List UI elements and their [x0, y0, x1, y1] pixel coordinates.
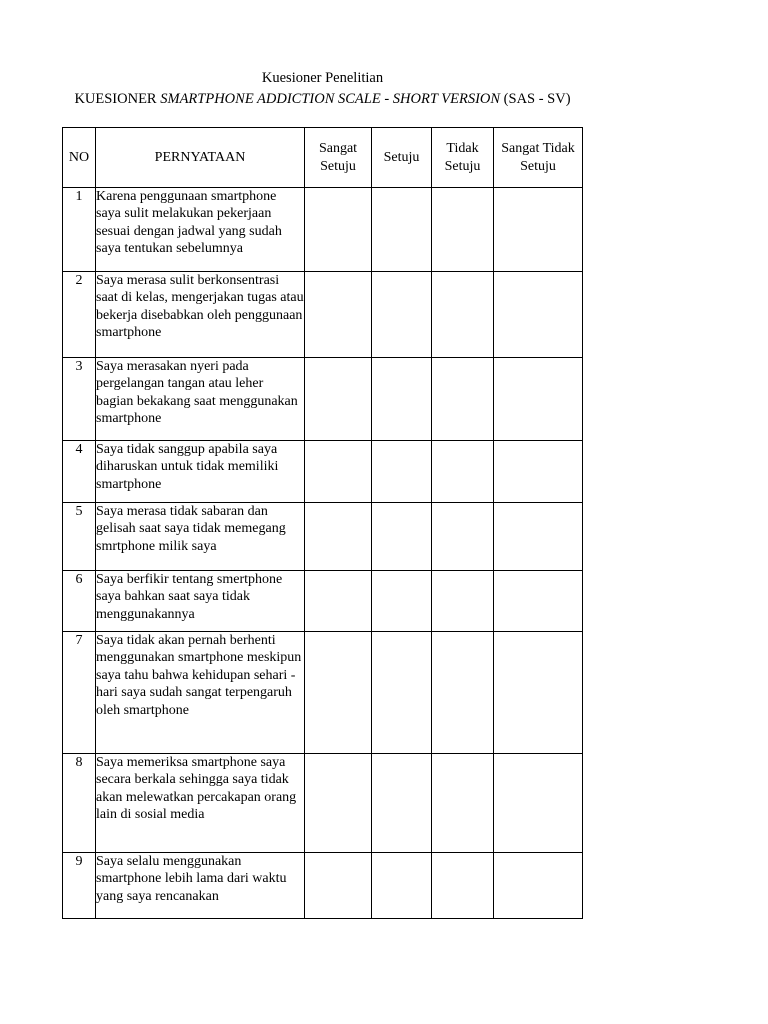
- header-statement: PERNYATAAN: [96, 128, 305, 188]
- questionnaire-title: Kuesioner Penelitian: [261, 70, 384, 86]
- answer-cell-agree[interactable]: [372, 571, 432, 632]
- subtitle-scale-name: SMARTPHONE ADDICTION SCALE - SHORT VERSION: [160, 91, 501, 107]
- statement-rows: [63, 188, 583, 919]
- row-number: 8: [63, 754, 96, 853]
- header-row: [63, 128, 583, 188]
- answer-cell-agree[interactable]: [372, 632, 432, 754]
- answer-cell-disagree[interactable]: [432, 754, 494, 853]
- answer-cell-strongly-agree[interactable]: [305, 272, 372, 358]
- row-statement: Saya selalu menggunakan smartphone lebih lama dari waktu yang saya rencanakan: [96, 853, 305, 919]
- table-row: [63, 272, 583, 358]
- answer-cell-disagree[interactable]: [432, 503, 494, 571]
- table-row: [63, 503, 583, 571]
- header-strongly-disagree: Sangat Tidak Setuju: [494, 128, 583, 188]
- row-statement: Karena penggunaan smartphone saya sulit melakukan pekerjaan sesuai dengan jadwal yang sudah saya tentukan sebelumnya: [96, 188, 305, 272]
- answer-cell-strongly-agree[interactable]: [305, 358, 372, 441]
- row-number: 6: [63, 571, 96, 632]
- questionnaire-subtitle: [0, 90, 645, 108]
- row-number: 9: [63, 853, 96, 919]
- answer-cell-disagree[interactable]: [432, 853, 494, 919]
- row-number: 3: [63, 358, 96, 441]
- answer-cell-strongly-agree[interactable]: [305, 441, 372, 503]
- row-number: 2: [63, 272, 96, 358]
- answer-cell-agree[interactable]: [372, 853, 432, 919]
- table-row: [63, 571, 583, 632]
- answer-cell-strongly-agree[interactable]: [305, 853, 372, 919]
- answer-cell-strongly-disagree[interactable]: [494, 358, 583, 441]
- answer-cell-strongly-agree[interactable]: [305, 503, 372, 571]
- row-number: 4: [63, 441, 96, 503]
- questionnaire-table: [62, 127, 583, 919]
- answer-cell-strongly-disagree[interactable]: [494, 754, 583, 853]
- answer-cell-agree[interactable]: [372, 358, 432, 441]
- answer-cell-agree[interactable]: [372, 441, 432, 503]
- header-agree: Setuju: [372, 128, 432, 188]
- answer-cell-strongly-agree[interactable]: [305, 188, 372, 272]
- header-disagree: Tidak Setuju: [432, 128, 494, 188]
- answer-cell-disagree[interactable]: [432, 272, 494, 358]
- row-number: 1: [63, 188, 96, 272]
- answer-cell-strongly-disagree[interactable]: [494, 441, 583, 503]
- row-number: 7: [63, 632, 96, 754]
- answer-cell-strongly-disagree[interactable]: [494, 188, 583, 272]
- answer-cell-strongly-disagree[interactable]: [494, 272, 583, 358]
- row-statement: Saya memeriksa smartphone saya secara berkala sehingga saya tidak akan melewatkan percakapan orang lain di sosial media: [96, 754, 305, 853]
- answer-cell-strongly-disagree[interactable]: [494, 632, 583, 754]
- row-statement: Saya merasa tidak sabaran dan gelisah saat saya tidak memegang smrtphone milik saya: [96, 503, 305, 571]
- table-row: [63, 188, 583, 272]
- row-number: 5: [63, 503, 96, 571]
- table-row: [63, 853, 583, 919]
- subtitle-suffix: (SAS - SV): [500, 91, 571, 107]
- answer-cell-disagree[interactable]: [432, 358, 494, 441]
- answer-cell-agree[interactable]: [372, 503, 432, 571]
- row-statement: Saya merasakan nyeri pada pergelangan tangan atau leher bagian bekakang saat menggunakan smartphone: [96, 358, 305, 441]
- answer-cell-strongly-disagree[interactable]: [494, 853, 583, 919]
- row-statement: Saya tidak sanggup apabila saya diharuskan untuk tidak memiliki smartphone: [96, 441, 305, 503]
- answer-cell-strongly-agree[interactable]: [305, 571, 372, 632]
- answer-cell-disagree[interactable]: [432, 632, 494, 754]
- header-strongly-agree: Sangat Setuju: [305, 128, 372, 188]
- answer-cell-agree[interactable]: [372, 272, 432, 358]
- answer-cell-strongly-disagree[interactable]: [494, 503, 583, 571]
- row-statement: Saya merasa sulit berkonsentrasi saat di kelas, mengerjakan tugas atau bekerja disebabkan oleh penggunaan smartphone: [96, 272, 305, 358]
- row-statement: Saya berfikir tentang smertphone saya bahkan saat saya tidak menggunakannya: [96, 571, 305, 632]
- table-row: [63, 441, 583, 503]
- header-no: NO: [63, 128, 96, 188]
- answer-cell-disagree[interactable]: [432, 441, 494, 503]
- answer-cell-disagree[interactable]: [432, 571, 494, 632]
- table-row: [63, 754, 583, 853]
- answer-cell-agree[interactable]: [372, 188, 432, 272]
- table-row: [63, 632, 583, 754]
- answer-cell-strongly-agree[interactable]: [305, 754, 372, 853]
- answer-cell-agree[interactable]: [372, 754, 432, 853]
- subtitle-prefix: KUESIONER: [74, 91, 161, 107]
- table-row: [63, 358, 583, 441]
- answer-cell-strongly-agree[interactable]: [305, 632, 372, 754]
- answer-cell-strongly-disagree[interactable]: [494, 571, 583, 632]
- row-statement: Saya tidak akan pernah berhenti menggunakan smartphone meskipun saya tahu bahwa kehidupan sehari - hari saya sudah sangat terpengaruh oleh smartphone: [96, 632, 305, 754]
- answer-cell-disagree[interactable]: [432, 188, 494, 272]
